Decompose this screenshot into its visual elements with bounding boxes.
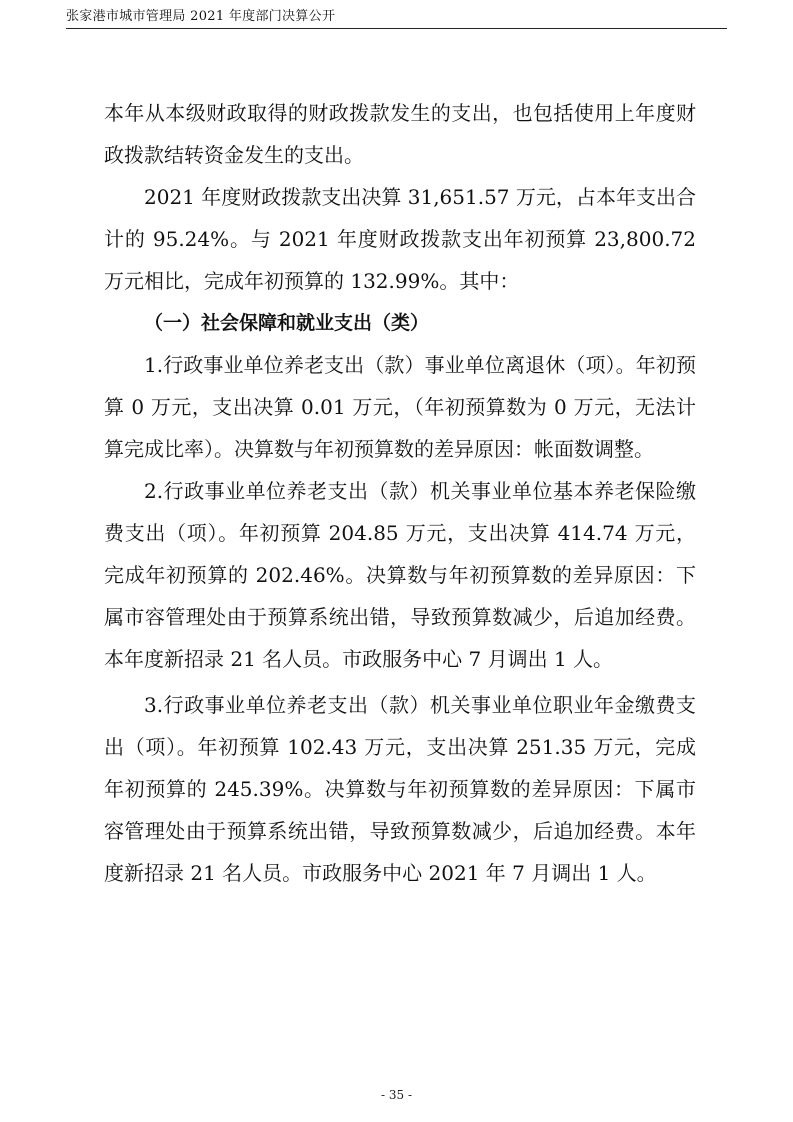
document-header-title: 张家港市城市管理局 2021 年度部门决算公开 bbox=[66, 9, 336, 24]
item-paragraph-1: 1.行政事业单位养老支出（款）事业单位离退休（项）。年初预算 0 万元，支出决算 0.01 万元，（年初预算数为 0 万元，无法计算完成比率）。决算数与年初预算数的差异原因：帐面数调整。 bbox=[104, 353, 696, 461]
intro-continuation-paragraph: 本年从本级财政取得的财政拨款发生的支出，也包括使用上年度财政拨款结转资金发生的支出。 bbox=[104, 101, 696, 167]
page-number: - 35 - bbox=[380, 1088, 412, 1102]
document-body bbox=[104, 92, 696, 894]
section-heading: （一）社会保障和就业支出（类） bbox=[144, 312, 430, 334]
item-paragraph-3: 3.行政事业单位养老支出（款）机关事业单位职业年金缴费支出（项）。年初预算 102.43 万元，支出决算 251.35 万元，完成年初预算的 245.39%。决算数与年初预算数的差异原因：下属市容管理处由于预算系统出错，导致预算数减少，后追加经费。本年度新招录 21 名人员。市政服务中心 2021 年 7 月调出 1 人。 bbox=[104, 693, 696, 885]
item-paragraph-2: 2.行政事业单位养老支出（款）机关事业单位基本养老保险缴费支出（项）。年初预算 204.85 万元，支出决算 414.74 万元，完成年初预算的 202.46%。决算数与年初预算数的差异原因：下属市容管理处由于预算系统出错，导致预算数减少，后追加经费。本年度新招录 21 名人员。市政服务中心 7 月调出 1 人。 bbox=[104, 479, 696, 671]
header-divider bbox=[66, 28, 727, 29]
summary-paragraph: 2021 年度财政拨款支出决算 31,651.57 万元，占本年支出合计的 95.24%。与 2021 年度财政拨款支出年初预算 23,800.72 万元相比，完成年初预算的 132.99%。其中： bbox=[104, 185, 696, 293]
